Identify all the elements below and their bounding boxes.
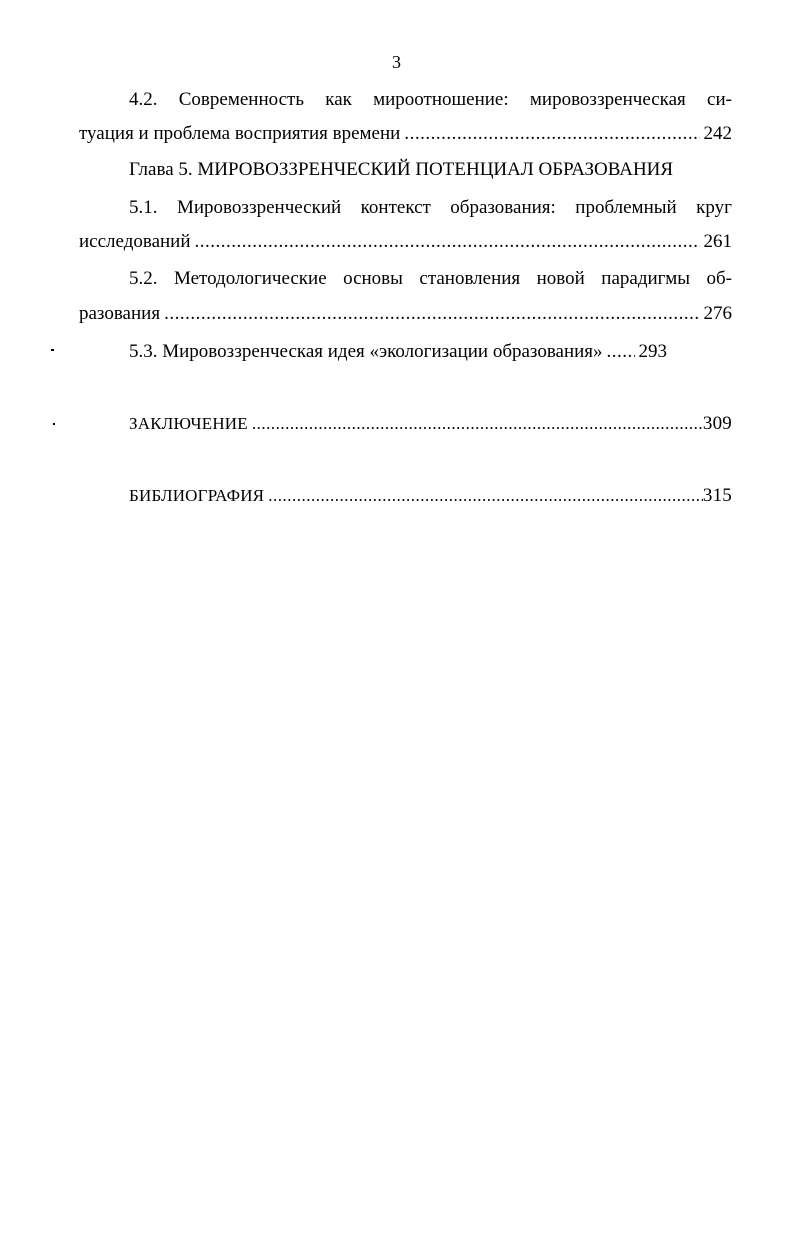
toc-bibliography <box>129 484 732 508</box>
toc-word: образования: <box>450 197 556 218</box>
toc-page-number: 315 <box>702 485 732 506</box>
toc-entry-text: туация и проблема восприятия времени <box>79 123 401 144</box>
page-number: 3 <box>392 52 401 72</box>
chapter-title: Глава 5. МИРОВОЗЗРЕНЧЕСКИЙ ПОТЕНЦИАЛ ОБРАЗОВАНИЯ <box>129 159 674 180</box>
dot-leader <box>268 484 703 508</box>
toc-word: си- <box>707 89 732 110</box>
toc-page-number: 261 <box>703 231 732 252</box>
toc-word: новой <box>536 268 585 289</box>
toc-item-4-2-line2 <box>79 122 732 146</box>
scan-mark <box>51 349 54 351</box>
toc-word: мировоззренческая <box>529 89 686 110</box>
toc-word: основы <box>343 268 403 289</box>
toc-conclusion <box>129 412 732 436</box>
toc-word: 4.2. <box>129 89 158 110</box>
toc-item-5-2-line1 <box>129 267 732 291</box>
toc-word: контекст <box>360 197 431 218</box>
toc-item-5-1-line1 <box>129 196 732 220</box>
toc-word: Мировоззренческий <box>176 197 342 218</box>
chapter-5-heading <box>129 158 673 182</box>
toc-item-5-3 <box>129 340 732 364</box>
toc-word: становления <box>419 268 521 289</box>
toc-page-number: 276 <box>703 303 732 324</box>
toc-word: 5.2. <box>129 268 158 289</box>
toc-page-number: 309 <box>702 413 732 434</box>
toc-word: Современность <box>178 89 304 110</box>
toc-word: об- <box>706 268 732 289</box>
toc-page-number: 242 <box>703 123 732 144</box>
dot-leader <box>195 230 700 254</box>
toc-word: круг <box>696 197 732 218</box>
toc-word: 5.1. <box>129 197 158 218</box>
toc-word: мироотношение: <box>373 89 509 110</box>
toc-entry-text: исследований <box>79 231 191 252</box>
toc-item-5-1-line2 <box>79 230 732 254</box>
toc-word: Методологические <box>173 268 327 289</box>
scan-mark <box>53 423 55 425</box>
toc-item-5-2-line2 <box>79 302 732 326</box>
toc-item-4-2-line1 <box>129 88 732 112</box>
toc-entry-text: 5.3. Мировоззренческая идея «экологизации образования» <box>129 341 603 362</box>
toc-page-number: 293 <box>638 341 668 362</box>
toc-entry-text: разования <box>79 303 161 324</box>
toc-entry-text: БИБЛИОГРАФИЯ <box>129 486 265 505</box>
toc-word: парадигмы <box>601 268 690 289</box>
dot-leader <box>404 122 699 146</box>
toc-entry-text: ЗАКЛЮЧЕНИЕ <box>129 414 248 433</box>
dot-leader <box>252 412 703 436</box>
dot-leader <box>607 340 635 364</box>
toc-word: проблемный <box>575 197 677 218</box>
toc-word: как <box>325 89 352 110</box>
dot-leader <box>164 302 699 326</box>
